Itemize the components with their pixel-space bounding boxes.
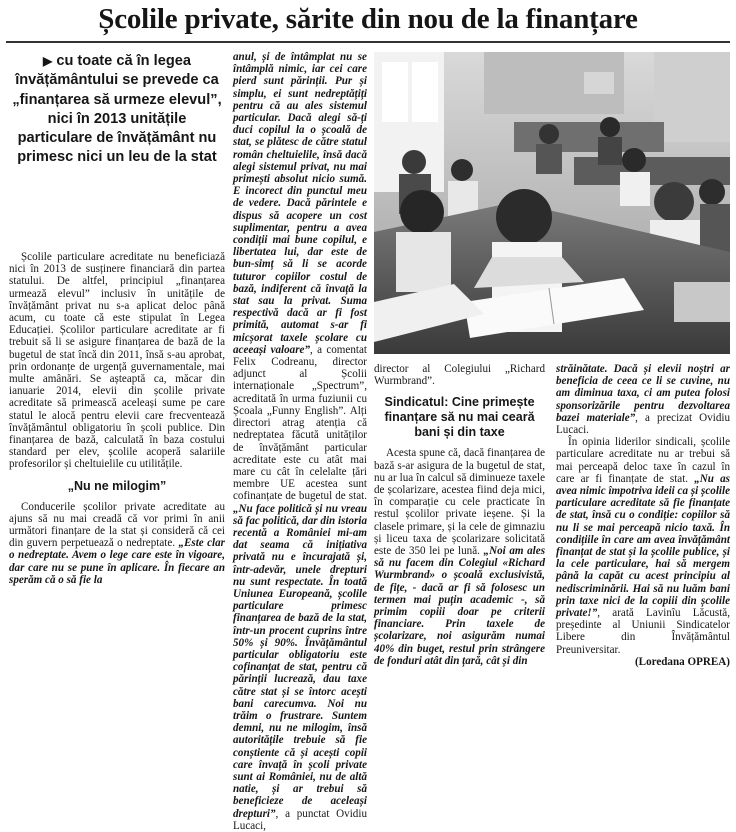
text-run: , a comentat Felix Codreanu, director adjunct al Școlii internaționale „Spectrum”, acreditată în urma fuziunii cu Școala „Funny English”. Alți directori atrag atenția că nedreptatea făcută unităților de învățământ particular acreditate este cu atât mai mare cu cât în celelalte țări membre UE acestea sunt cofinanțate de bugetul de stat. — [233, 343, 367, 503]
byline: (Loredana OPREA) — [634, 655, 730, 668]
paragraph: director al Colegiului „Richard Wurmbrand”. — [374, 363, 545, 388]
text-run: Conducerile școlilor private acreditate au ajuns să nu mai creadă că vor primi în anii următori finanțare de la stat și consideră că cei din guvern perpetuează o nedreptate. — [9, 500, 225, 550]
text-run: Acesta spune că, dacă finanțarea de bază s-ar asigura de la bugetul de stat, nu ar lua în calcul să diminueze taxele de școlarizare, acestea fiind deja mici, în comparație cu cele practicate în restul școlilor private ieșene. Și la clasele primare, și la cele de gimnaziu și liceu taxa de școlarizare solicitată este de 350 lei pe lună. — [374, 447, 545, 558]
headline: Școlile private, sărite din nou de la finanțare — [98, 3, 638, 35]
paragraph — [233, 51, 367, 832]
column-4 — [556, 363, 730, 668]
text-run: , arată Lavinîu Lăcustă, președinte al Uniunii Sindicatelor Libere din Învățământul Preuniversitar. — [556, 607, 730, 656]
paragraph — [556, 436, 730, 656]
quote-text: „Este clar o nedreptate. Avem o lege care este în vigoare, dar care nu se pune în aplicare. În fiecare an sperăm că o să fie la — [9, 537, 225, 586]
quote-text: „Noi am ales să nu facem din Colegiul «Richard Wurmbrand» o școală exclusivistă, de fițe, - dacă ar fi să folosesc un termen mai puțin academic -, să primim copiii doar pe criterii financiare. Prin taxele de școlarizare, noi asigurăm numai 40% din buget, restul prin strângere de fonduri atât din țară, cât și din — [374, 545, 546, 667]
text-run: , a precizat Ovidiu Lucaci. — [556, 411, 730, 437]
triangle-icon: ▶ — [43, 54, 53, 68]
column-2 — [233, 51, 367, 832]
lead-text: cu toate că în legea învățământului se prevede ca „finanțarea să urmeze elevul”, nici în 2013 unitățile particulare de învățământ nu primesc nici un leu de la stat — [12, 53, 222, 166]
paragraph — [9, 501, 225, 586]
subheading-nu-ne-milogim: „Nu ne milogim” — [67, 478, 167, 493]
text-run: În opinia liderilor sindicali, școlile particulare acreditate nu ar trebui să mai perceapă deloc taxe în cazul în care ar fi finanțate de stat. — [556, 436, 730, 485]
subheading-sindicatul: Sindicatul: Cine primește finanțare să nu mai ceară bani și din taxe — [384, 395, 535, 440]
text-run: , a punctat Ovidiu Lucaci, — [233, 807, 367, 832]
paragraph: Școlile particulare acreditate nu beneficiază nici în 2013 de susținere financiară din partea statului. De altfel, principiul „finanțarea urmează elevul” inclusiv în unitățile de învățământ privat nu s-a aplicat deloc până acum, cu toate că este stipulat în Legea Educației. Școlilor particulare acreditate ar fi trebuit să li se asigure finanțarea de bază de la bugetul de stat încă din 2011, însă s-au aprobat, prin ordonanțe de urgență guvernamentale, mai multe amânări. Se așteaptă ca, măcar din ianuarie 2014, elevii din școlile private acreditate să primească aceleași sume pe care statul le alocă pentru elevii care frecventează învățământul obligatoriu în școli publice. Din finanțarea de bază, calculată în baza costului standard per elev, școlile acoperă salariile profesorilor și cheltuielile cu utilitățile. — [9, 251, 225, 471]
classroom-photo-illustration — [374, 52, 730, 354]
quote-text: „Nu as avea nimic împotriva ideii ca și școlile particulare acreditate să fie finanțate de stat, însă cu o condiție: copiilor să nu li se mai perceapă nicio taxă. În condițiile în care am avea învățământ finanțat de stat și la școlile publice, și la cele particulare, hai să mergem până la capăt cu acest principiu al nediscriminării. Hai să nu luăm bani prin taxe nici de la copiii din școlile private!” — [556, 472, 730, 620]
classroom-photo — [374, 52, 730, 354]
paragraph — [556, 363, 730, 436]
paragraph — [374, 447, 545, 667]
quote-text: anul, și de întâmplat nu se întâmplă nimic, iar cei care pierd sunt părinții. Pur și simplu, ei sunt nedreptățiți pentru că au ales sistemul particular. Dacă alegi să-ți duci copilul la o școală de stat, se plătesc de către statul român cheltuielile, însă dacă alegi sistemul privat, nu mai primești absolut nicio sumă. E incorect din punctul meu de vedere. Dacă părintele e dispus să acopere un cost suplimentar, pentru a avea condiții mai bune copilul, e libertatea lui, dar este de bun-simț să li se acorde tuturor copiilor costul de bază, indiferent că învață la stat sau la privat. Suma respectivă dacă ar fi fost primită, automat s-ar fi micșorat taxele școlare cu aceeași valoare” — [233, 51, 367, 356]
column-3 — [374, 363, 545, 667]
quote-text: străinătate. Dacă și elevii noștri ar beneficia de ceea ce li se cuvine, nu am diminua taxa, ci am putea folosi sponsorizările pentru dezvoltarea bazei materiale” — [556, 363, 730, 424]
headline-rule — [6, 41, 730, 43]
quote-text: „Nu face politică și nu vreau să fac politică, dar din istoria recentă a României mi-am dat seama că inițiativa privată nu e încurajată și, într-adevăr, unele drepturi nu sunt respectate. În toată Uniunea Europeană, școlile particulare primesc finanțarea de bază de la stat, într-un procent cuprins între 50% și 90%. Învățământul particular obligatoriu este cofinanțat de stat, pentru că părinții lucrează, dau taxe către stat și se întorc acești bani carecumva. Noi nu trăim o frustrare. Suntem demni, nu ne milogim, însă autoritățile trebuie să fie conștiente că și acești copii care învață în școli private sunt ai României, nu de altă natie, și ar trebui să beneficieze de aceleași drepturi” — [233, 502, 367, 820]
column-1 — [9, 251, 225, 586]
lead-summary — [9, 52, 225, 168]
